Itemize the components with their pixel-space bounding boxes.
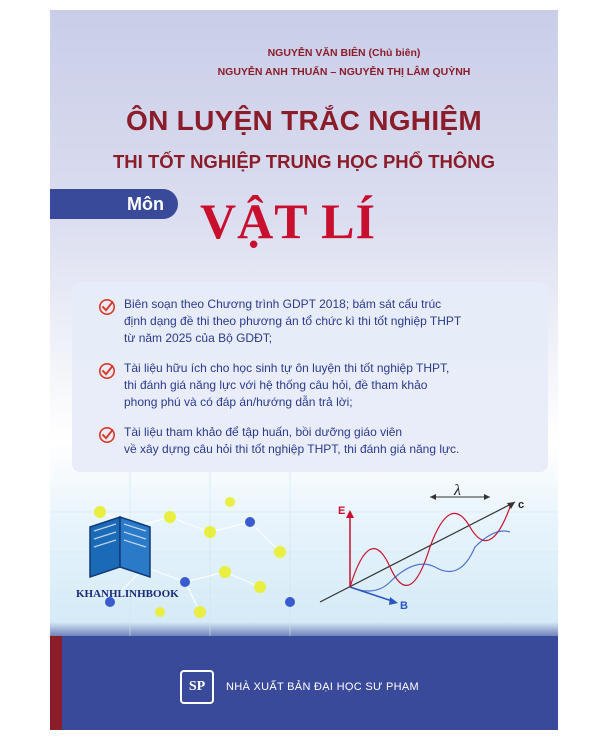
subject-label: Môn	[50, 189, 178, 219]
book-cover	[50, 10, 558, 730]
book-title: ÔN LUYỆN TRẮC NGHIỆM	[126, 105, 482, 136]
check-circle-icon	[98, 426, 116, 444]
feature-item	[98, 424, 518, 458]
feature-line: phong phú và có đáp án/hướng dẫn trả lời;	[124, 395, 353, 409]
axis-e-label: E	[338, 505, 346, 517]
feature-line: từ năm 2025 của Bộ GDĐT;	[124, 331, 273, 345]
feature-line: Tài liệu tham khảo để tập huấn, bồi dưỡng giáo viên	[124, 425, 403, 439]
feature-line: về xây dựng câu hỏi thi tốt nghiệp THPT, thi đánh giá năng lực.	[124, 442, 460, 456]
book-subtitle: THI TỐT NGHIỆP TRUNG HỌC PHỔ THÔNG	[113, 151, 495, 172]
feature-item	[98, 360, 518, 411]
feature-line: thi đánh giá năng lực với hệ thống câu hỏi, đề tham khảo	[124, 378, 428, 392]
wavelength-label: λ	[454, 482, 461, 499]
physics-illustration	[50, 472, 558, 636]
axis-b-label: B	[400, 600, 408, 612]
feature-line: định dạng đề thi theo phương án tổ chức kì thi tốt nghiệp THPT	[124, 314, 462, 328]
author-line-2: NGUYỄN ANH THUẤN – NGUYỄN THỊ LÂM QUỲNH	[217, 66, 471, 78]
em-wave	[320, 494, 515, 605]
open-book-icon	[90, 517, 150, 577]
feature-item	[98, 296, 518, 347]
axis-c-label: c	[518, 499, 525, 511]
author-line-1: NGUYỄN VĂN BIÊN (Chủ biên)	[267, 47, 421, 59]
subject-name: VẬT LÍ	[200, 193, 376, 249]
spine-stripe	[50, 636, 62, 730]
check-circle-icon	[98, 362, 116, 380]
publisher-name: NHÀ XUẤT BẢN ĐẠI HỌC SƯ PHẠM	[226, 681, 420, 693]
publisher-band	[50, 636, 558, 730]
publisher-logo-icon: SP	[180, 670, 214, 704]
watermark-text: KHANHLINHBOOK	[76, 588, 179, 600]
feature-line: Biên soạn theo Chương trình GDPT 2018; bám sát cấu trúc	[124, 297, 442, 311]
features-panel	[72, 282, 548, 472]
check-circle-icon	[98, 298, 116, 316]
feature-line: Tài liệu hữu ích cho học sinh tự ôn luyện thi tốt nghiệp THPT,	[124, 361, 450, 375]
